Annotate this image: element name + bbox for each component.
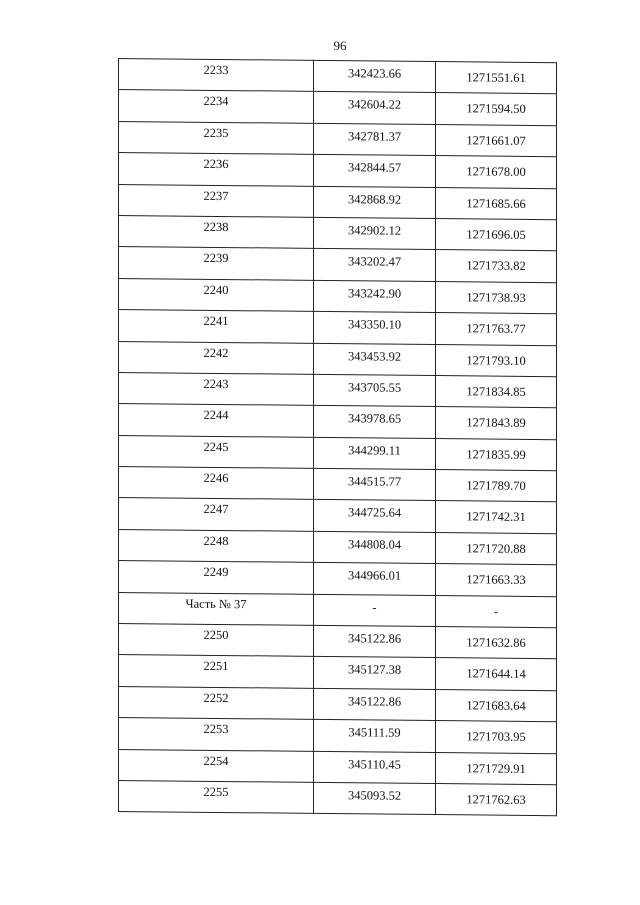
point-number-cell bbox=[119, 90, 314, 123]
point-number-cell bbox=[119, 121, 314, 154]
x-coordinate-cell-text: 345122.86 bbox=[347, 631, 402, 646]
x-coordinate-cell-text: 342423.66 bbox=[347, 66, 402, 81]
x-coordinate-cell bbox=[314, 751, 436, 784]
x-coordinate-cell bbox=[314, 782, 436, 815]
y-coordinate-cell-text: 1271696.05 bbox=[466, 227, 526, 242]
table-row bbox=[119, 780, 557, 816]
y-coordinate-cell bbox=[436, 313, 557, 346]
x-coordinate-cell bbox=[314, 217, 436, 250]
point-number-cell bbox=[119, 592, 314, 625]
y-coordinate-cell bbox=[436, 219, 557, 252]
x-coordinate-cell bbox=[314, 437, 436, 470]
table-row bbox=[119, 372, 557, 408]
point-number-cell bbox=[119, 153, 314, 186]
x-coordinate-cell bbox=[314, 249, 436, 282]
y-coordinate-cell bbox=[436, 156, 557, 189]
y-coordinate-cell-text: 1271632.86 bbox=[466, 635, 526, 650]
y-coordinate-cell bbox=[436, 658, 557, 691]
point-number-cell-text: 2246 bbox=[203, 470, 229, 486]
x-coordinate-cell bbox=[314, 594, 436, 627]
y-coordinate-cell-text: 1271551.61 bbox=[466, 70, 526, 85]
point-number-cell-text: 2242 bbox=[203, 345, 229, 360]
x-coordinate-cell-text: 345122.86 bbox=[347, 694, 402, 709]
point-number-cell bbox=[119, 184, 314, 217]
point-number-cell bbox=[119, 435, 314, 468]
x-coordinate-cell bbox=[314, 406, 436, 439]
point-number-cell bbox=[119, 278, 314, 311]
section-row bbox=[119, 592, 557, 628]
table-row bbox=[119, 529, 557, 565]
x-coordinate-cell-text: 345093.52 bbox=[347, 788, 402, 803]
point-number-cell bbox=[119, 310, 314, 343]
table-row bbox=[119, 310, 557, 346]
x-coordinate-cell-text: 342844.57 bbox=[347, 160, 402, 175]
x-coordinate-cell bbox=[314, 155, 436, 188]
y-coordinate-cell bbox=[436, 532, 557, 565]
table-row bbox=[119, 498, 557, 534]
x-coordinate-cell bbox=[314, 92, 436, 125]
y-coordinate-cell-text: 1271843.89 bbox=[466, 415, 526, 431]
point-number-cell bbox=[119, 467, 314, 500]
x-coordinate-cell bbox=[314, 374, 436, 407]
y-coordinate-cell bbox=[436, 62, 557, 95]
y-coordinate-cell bbox=[436, 784, 557, 817]
point-number-cell bbox=[119, 215, 314, 248]
y-coordinate-cell bbox=[436, 438, 557, 471]
table-row bbox=[119, 153, 557, 189]
point-number-cell-text: 2251 bbox=[203, 659, 229, 674]
x-coordinate-cell-text: 342781.37 bbox=[347, 128, 402, 144]
y-coordinate-cell bbox=[436, 721, 557, 754]
y-coordinate-cell-text: 1271663.33 bbox=[466, 572, 526, 588]
y-coordinate-cell-text: 1271661.07 bbox=[466, 133, 526, 148]
x-coordinate-cell-text: 345127.38 bbox=[347, 662, 402, 678]
x-coordinate-cell bbox=[314, 60, 436, 93]
point-number-cell-text: 2247 bbox=[203, 502, 229, 517]
x-coordinate-cell bbox=[314, 186, 436, 219]
point-number-cell-text: 2240 bbox=[203, 282, 229, 297]
y-coordinate-cell-text: 1271685.66 bbox=[466, 195, 526, 211]
point-number-cell-text: 2245 bbox=[203, 439, 229, 454]
y-coordinate-cell-text: 1271720.88 bbox=[466, 541, 526, 556]
table-row bbox=[119, 718, 557, 754]
table-row bbox=[119, 655, 557, 691]
x-coordinate-cell-text: 342868.92 bbox=[347, 191, 402, 207]
table-row bbox=[119, 278, 557, 314]
x-coordinate-cell-text: 343202.47 bbox=[347, 254, 402, 270]
point-number-cell bbox=[119, 498, 314, 531]
point-number-cell-text: 2254 bbox=[203, 753, 229, 768]
y-coordinate-cell bbox=[436, 375, 557, 408]
point-number-cell bbox=[119, 404, 314, 437]
x-coordinate-cell bbox=[314, 312, 436, 345]
x-coordinate-cell bbox=[314, 280, 436, 313]
point-number-cell bbox=[119, 655, 314, 688]
y-coordinate-cell bbox=[436, 470, 557, 503]
y-coordinate-cell bbox=[436, 627, 557, 660]
y-coordinate-cell-text: 1271738.93 bbox=[466, 290, 526, 305]
x-coordinate-cell-text: 343242.90 bbox=[347, 285, 402, 301]
x-coordinate-cell bbox=[314, 343, 436, 376]
table-row bbox=[119, 215, 557, 251]
x-coordinate-cell-text: 343705.55 bbox=[347, 380, 402, 395]
y-coordinate-cell-text: 1271678.00 bbox=[466, 164, 526, 180]
x-coordinate-cell bbox=[314, 720, 436, 753]
y-coordinate-cell-text: 1271703.95 bbox=[466, 729, 526, 745]
table-row bbox=[119, 184, 557, 220]
point-number-cell bbox=[119, 718, 314, 751]
table-row bbox=[119, 404, 557, 440]
page-number: 96 bbox=[333, 38, 347, 53]
x-coordinate-cell-text: 342902.12 bbox=[347, 223, 402, 238]
table-row bbox=[119, 624, 557, 660]
y-coordinate-cell bbox=[436, 501, 557, 534]
point-number-cell-text: 2253 bbox=[203, 722, 229, 737]
table-row bbox=[119, 686, 557, 722]
point-number-cell bbox=[119, 529, 314, 562]
point-number-cell-text: 2244 bbox=[203, 408, 229, 423]
point-number-cell-text: 2248 bbox=[203, 533, 229, 548]
y-coordinate-cell bbox=[436, 564, 557, 597]
y-coordinate-cell bbox=[436, 281, 557, 314]
y-coordinate-cell bbox=[436, 250, 557, 283]
point-number-cell bbox=[119, 624, 314, 657]
x-coordinate-cell bbox=[314, 563, 436, 596]
point-number-cell-text: 2252 bbox=[203, 690, 229, 705]
y-coordinate-cell bbox=[436, 344, 557, 377]
y-coordinate-cell-text: 1271835.99 bbox=[466, 447, 526, 462]
table-row bbox=[119, 90, 557, 126]
table-row bbox=[119, 121, 557, 157]
point-number-cell-text: 2241 bbox=[203, 313, 229, 329]
table-row bbox=[119, 59, 557, 95]
y-coordinate-cell bbox=[436, 124, 557, 157]
y-coordinate-cell-text: - bbox=[493, 604, 499, 619]
point-number-cell-text: 2238 bbox=[203, 219, 229, 235]
table-row bbox=[119, 467, 557, 503]
point-number-cell-text: Часть № 37 bbox=[185, 596, 247, 611]
x-coordinate-cell bbox=[314, 657, 436, 690]
y-coordinate-cell-text: 1271763.77 bbox=[466, 321, 526, 337]
x-coordinate-cell bbox=[314, 688, 436, 721]
y-coordinate-cell-text: 1271793.10 bbox=[466, 352, 526, 368]
x-coordinate-cell bbox=[314, 500, 436, 533]
y-coordinate-cell-text: 1271594.50 bbox=[466, 101, 526, 117]
point-number-cell-text: 2233 bbox=[203, 62, 229, 78]
x-coordinate-cell-text: 344299.11 bbox=[348, 442, 401, 458]
y-coordinate-cell-text: 1271789.70 bbox=[466, 478, 526, 493]
point-number-cell-text: 2235 bbox=[203, 125, 229, 140]
coordinates-table bbox=[118, 58, 557, 817]
point-number-cell-text: 2249 bbox=[203, 565, 229, 580]
x-coordinate-cell bbox=[314, 468, 436, 501]
x-coordinate-cell-text: 342604.22 bbox=[347, 97, 402, 113]
point-number-cell bbox=[119, 341, 314, 374]
x-coordinate-cell bbox=[314, 123, 436, 156]
x-coordinate-cell-text: 344808.04 bbox=[347, 537, 402, 552]
table-row bbox=[119, 435, 557, 471]
point-number-cell bbox=[119, 247, 314, 280]
point-number-cell bbox=[119, 561, 314, 594]
point-number-cell bbox=[119, 372, 314, 405]
y-coordinate-cell bbox=[436, 187, 557, 220]
x-coordinate-cell-text: 343453.92 bbox=[347, 348, 402, 364]
y-coordinate-cell-text: 1271834.85 bbox=[466, 384, 526, 399]
y-coordinate-cell bbox=[436, 407, 557, 440]
point-number-cell-text: 2255 bbox=[203, 784, 229, 800]
y-coordinate-cell bbox=[436, 689, 557, 722]
y-coordinate-cell-text: 1271733.82 bbox=[466, 258, 526, 274]
x-coordinate-cell-text: 343350.10 bbox=[347, 317, 402, 332]
x-coordinate-cell-text: - bbox=[372, 600, 377, 615]
point-number-cell-text: 2236 bbox=[203, 156, 229, 172]
x-coordinate-cell bbox=[314, 531, 436, 564]
y-coordinate-cell-text: 1271683.64 bbox=[466, 698, 526, 713]
x-coordinate-cell-text: 344966.01 bbox=[347, 568, 402, 583]
y-coordinate-cell bbox=[436, 595, 557, 628]
table-row bbox=[119, 247, 557, 283]
y-coordinate-cell bbox=[436, 752, 557, 785]
x-coordinate-cell-text: 344725.64 bbox=[347, 505, 402, 521]
y-coordinate-cell bbox=[436, 93, 557, 126]
table-row bbox=[119, 561, 557, 597]
x-coordinate-cell-text: 344515.77 bbox=[347, 474, 402, 489]
x-coordinate-cell-text: 345111.59 bbox=[348, 725, 401, 740]
coordinates-table-body bbox=[119, 59, 557, 817]
x-coordinate-cell bbox=[314, 625, 436, 658]
y-coordinate-cell-text: 1271729.91 bbox=[466, 760, 526, 776]
y-coordinate-cell-text: 1271742.31 bbox=[466, 509, 526, 525]
point-number-cell-text: 2239 bbox=[203, 251, 229, 266]
table-row bbox=[119, 749, 557, 785]
y-coordinate-cell-text: 1271762.63 bbox=[466, 792, 526, 807]
point-number-cell-text: 2234 bbox=[203, 94, 229, 109]
point-number-cell bbox=[119, 59, 314, 92]
point-number-cell bbox=[119, 780, 314, 813]
point-number-cell-text: 2243 bbox=[203, 376, 229, 391]
x-coordinate-cell-text: 345110.45 bbox=[348, 756, 401, 772]
point-number-cell bbox=[119, 749, 314, 782]
table-row bbox=[119, 341, 557, 377]
point-number-cell-text: 2250 bbox=[203, 627, 229, 643]
point-number-cell bbox=[119, 686, 314, 719]
x-coordinate-cell-text: 343978.65 bbox=[347, 411, 402, 427]
point-number-cell-text: 2237 bbox=[203, 188, 229, 203]
y-coordinate-cell-text: 1271644.14 bbox=[466, 666, 526, 682]
